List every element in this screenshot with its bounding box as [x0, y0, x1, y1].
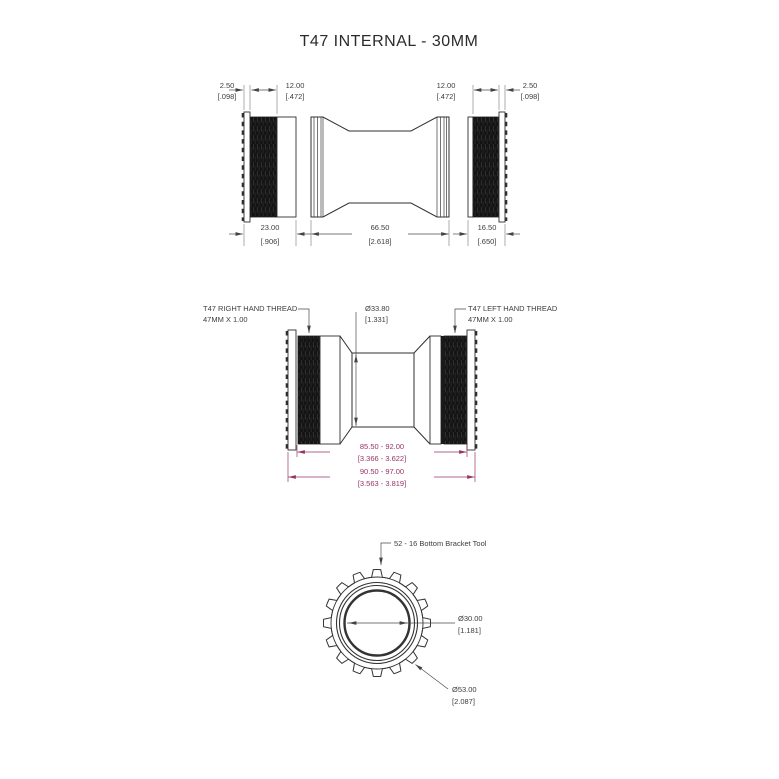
bore-dimension: [356, 304, 390, 426]
dim-right-cup-mm: 16.50: [477, 223, 497, 232]
dim-right-flange-mm: 2.50: [522, 81, 538, 90]
dim-left-cup-in: [.906]: [260, 237, 280, 246]
right-cup-body: [468, 117, 473, 217]
right-thread-label-line1: T47 RIGHT HAND THREAD: [203, 304, 298, 313]
dim-right-thread-in: [.472]: [436, 92, 456, 101]
assembled-right-flange: [467, 330, 475, 450]
assembled-center-tube: [340, 336, 430, 444]
tool-label: 52 - 16 Bottom Bracket Tool: [394, 539, 487, 548]
left-cup-flange: [244, 112, 250, 222]
assembled-right-ring: [441, 336, 444, 444]
left-thread-label-line2: 47MM X 1.00: [468, 315, 513, 324]
dim-left-thread-in: [.472]: [285, 92, 305, 101]
dim-bore-mm: Ø33.80: [365, 304, 390, 313]
left-thread-label-line1: T47 LEFT HAND THREAD: [468, 304, 558, 313]
dim-flange-in: [2.087]: [452, 697, 475, 706]
tool-label-leader: [381, 543, 391, 565]
dim-range2-mm: 90.50 - 97.00: [359, 467, 405, 476]
right-cup-flange: [499, 112, 505, 222]
right-thread-leader: [298, 309, 309, 333]
assembled-left-thread-band: [298, 336, 320, 444]
dim-range1-in: [3.366 - 3.622]: [357, 454, 407, 463]
dim-bottom-bore-in: [1.181]: [458, 626, 481, 635]
assembled-left-body: [320, 336, 340, 444]
top-view-upper-dimensions: [218, 81, 540, 114]
right-cup: [468, 112, 506, 222]
left-cup-body: [277, 117, 296, 217]
shell-outline: [311, 117, 449, 217]
dim-shell-in: [2.618]: [368, 237, 392, 246]
shell-spool: [311, 117, 449, 217]
right-thread-label-line2: 47MM X 1.00: [203, 315, 248, 324]
width-range-dimensions: [288, 442, 475, 488]
dim-right-thread-mm: 12.00: [436, 81, 456, 90]
assembled-unit: [287, 330, 476, 450]
drawing-title: T47 INTERNAL - 30MM: [299, 33, 479, 50]
bottom-view: [323, 539, 486, 706]
dim-bottom-bore-mm: Ø30.00: [458, 614, 483, 623]
right-cup-thread-band: [473, 117, 499, 217]
dim-range1-mm: 85.50 - 92.00: [359, 442, 405, 451]
dim-range2-in: [3.563 - 3.819]: [357, 479, 407, 488]
assembled-right-thread-band: [444, 336, 467, 444]
dim-left-thread-mm: 12.00: [285, 81, 305, 90]
dim-left-flange-in: [.098]: [217, 92, 237, 101]
bottom-flange-dimension: [416, 665, 477, 707]
dim-left-flange-mm: 2.50: [219, 81, 235, 90]
top-view: [218, 81, 540, 246]
dim-left-cup-mm: 23.00: [260, 223, 280, 232]
left-cup: [243, 112, 296, 222]
assembled-left-flange: [288, 330, 296, 450]
dim-shell-mm: 66.50: [370, 223, 390, 232]
dim-bore-in: [1.331]: [365, 315, 388, 324]
left-cup-thread-band: [251, 117, 278, 217]
dim-right-flange-in: [.098]: [520, 92, 540, 101]
assembled-right-body: [430, 336, 441, 444]
dim-right-cup-in: [.650]: [477, 237, 497, 246]
middle-view: [203, 304, 558, 488]
top-view-lower-dimensions: [229, 220, 520, 246]
left-thread-leader: [455, 309, 466, 333]
dim-flange-mm: Ø53.00: [452, 685, 477, 694]
shell-ring-lines: [314, 117, 447, 217]
